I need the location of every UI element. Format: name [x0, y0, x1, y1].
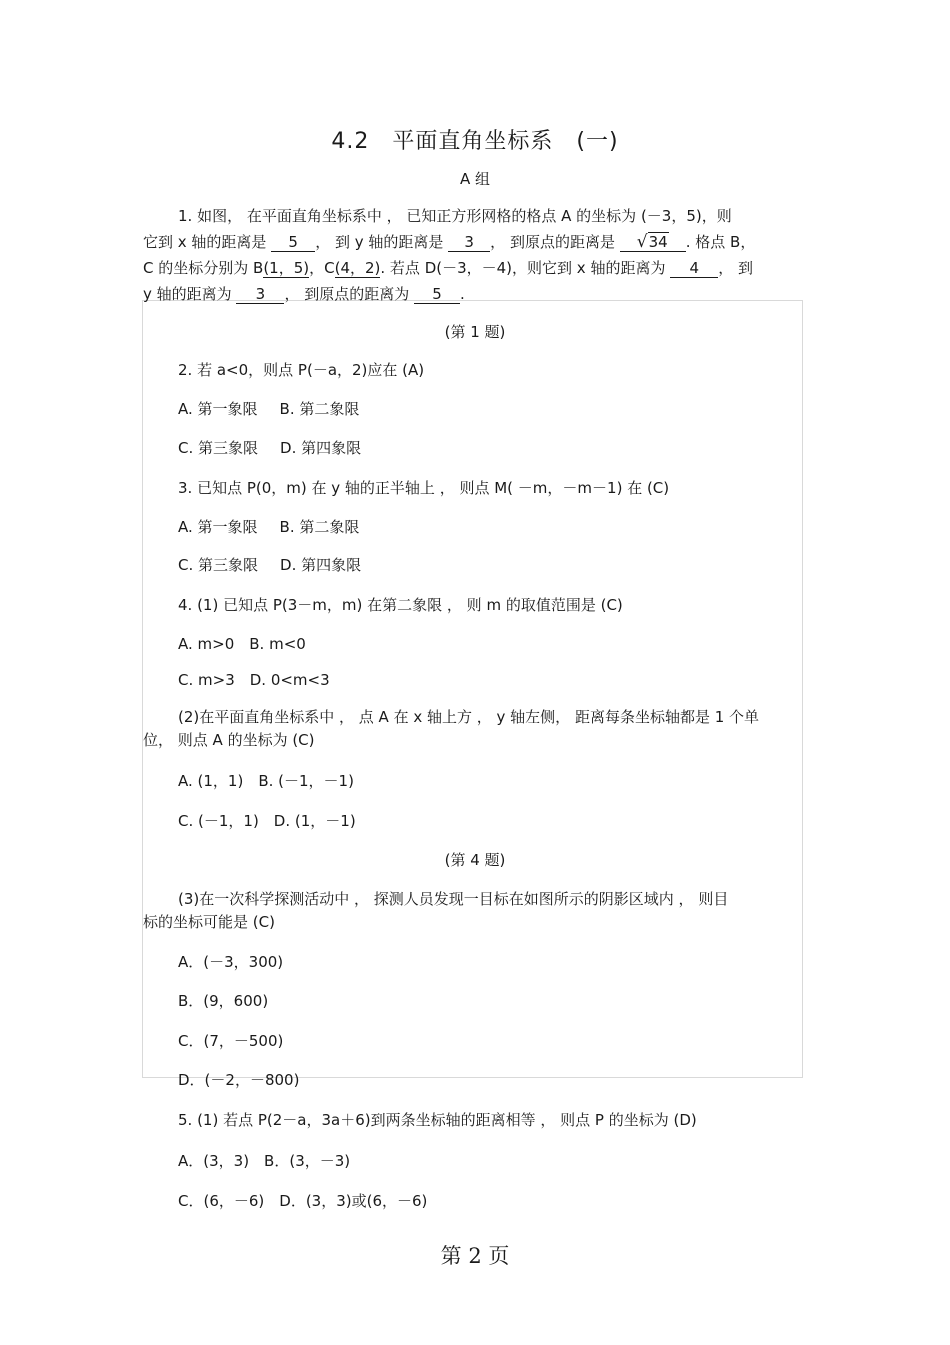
- q1-blank-5: 3: [236, 285, 284, 304]
- q4-part3-option-c: C．(7，－500): [178, 1032, 284, 1050]
- q2-options-ab: A. 第一象限 B. 第二象限: [178, 400, 360, 418]
- q1-line-1: 1. 如图， 在平面直角坐标系中 ， 已知正方形网格的格点 A 的坐标为 (－3，5)，则: [178, 207, 732, 225]
- q1-caption: (第 1 题): [444, 323, 506, 341]
- q4-part3-option-a: A．(－3，300): [178, 953, 284, 971]
- q5-stem: 5. (1) 若点 P(2－a，3a＋6)到两条坐标轴的距离相等 ， 则点 P 的坐标为 (D): [178, 1111, 697, 1129]
- q1-blank-3: [620, 233, 686, 252]
- q3-options-cd: C. 第三象限 D. 第四象限: [178, 556, 362, 574]
- q4-part2-line-1: (2)在平面直角坐标系中 ， 点 A 在 x 轴上方 ， y 轴左侧， 距离每条坐标轴都是 1 个单: [178, 708, 760, 726]
- q1-blank-1: 5: [271, 233, 315, 252]
- page-title: 4.2 平面直角坐标系 (一): [331, 129, 619, 154]
- q4-part1-options-cd: C. m>3 D. 0<m<3: [178, 671, 330, 689]
- q4-part2-options-ab: A. (1，1) B. (－1，－1): [178, 772, 354, 790]
- group-label: A 组: [459, 170, 491, 188]
- q3-stem: 3. 已知点 P(0，m) 在 y 轴的正半轴上 ， 则点 M( －m，－m－1) 在 (C): [178, 479, 670, 497]
- q1-answer-b: (1，5): [263, 259, 310, 277]
- q1-blank-2: 3: [448, 233, 490, 252]
- q1-line-4: y 轴的距离为 3 ， 到原点的距离为 5 .: [143, 285, 465, 303]
- q4-part3-line-2: 标的坐标可能是 (C): [143, 913, 275, 931]
- q4-part3-option-d: D．(－2，－800): [178, 1071, 300, 1089]
- q4-caption: (第 4 题): [444, 851, 506, 869]
- q4-part1-options-ab: A. m>0 B. m<0: [178, 635, 306, 653]
- q4-part3-line-1: (3)在一次科学探测活动中 ， 探测人员发现一目标在如图所示的阴影区域内 ， 则目: [178, 890, 729, 908]
- q1-blank-4: 4: [670, 259, 718, 278]
- q2-stem: 2. 若 a<0，则点 P(－a，2)应在 (A): [178, 361, 425, 379]
- page-number: 第 2 页: [440, 1244, 510, 1268]
- q1-line-2: 它到 x 轴的距离是 5 ， 到 y 轴的距离是 3 ， 到原点的距离是 √34 . 格点 B，: [143, 232, 756, 252]
- q5-options-ab: A．(3，3) B．(3，－3): [178, 1152, 351, 1170]
- q1-line-3: C 的坐标分别为 B(1，5)，C(4，2). 若点 D(－3，－4)，则它到 x 轴的距离为 4 ， 到: [143, 259, 754, 277]
- sqrt-symbol: √34: [636, 232, 668, 252]
- q5-options-cd: C．(6，－6) D．(3，3)或(6，－6): [178, 1192, 428, 1210]
- q2-options-cd: C. 第三象限 D. 第四象限: [178, 439, 362, 457]
- q1-answer-c: (4，2): [334, 259, 381, 277]
- q4-part2-line-2: 位， 则点 A 的坐标为 (C): [143, 731, 315, 749]
- q4-part2-options-cd: C. (－1，1) D. (1，－1): [178, 812, 356, 830]
- q4-part3-option-b: B．(9，600): [178, 992, 269, 1010]
- q4-part1-stem: 4. (1) 已知点 P(3－m，m) 在第二象限 ， 则 m 的取值范围是 (C): [178, 596, 623, 614]
- q1-blank-6: 5: [414, 285, 460, 304]
- q3-options-ab: A. 第一象限 B. 第二象限: [178, 518, 360, 536]
